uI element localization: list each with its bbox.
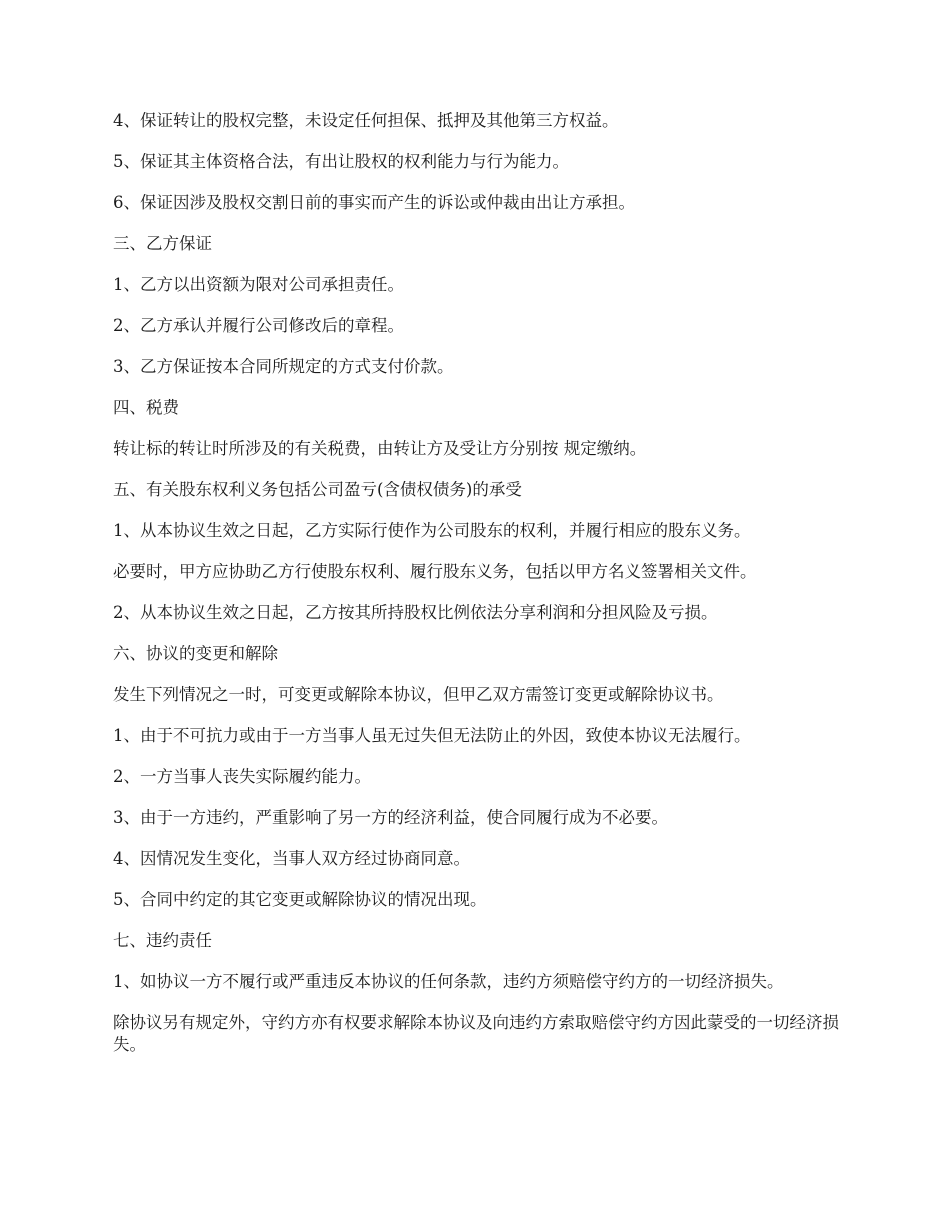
paragraph-liability-1: 1、如协议一方不履行或严重违反本协议的任何条款，违约方须赔偿守约方的一切经济损失。 [113, 972, 784, 991]
section-heading-liability: 七、违约责任 [113, 931, 212, 950]
paragraph-guarantee-4: 4、保证转让的股权完整，未设定任何担保、抵押及其他第三方权益。 [113, 111, 619, 130]
section-heading-change-termination: 六、协议的变更和解除 [113, 644, 278, 663]
paragraph-change-5: 5、合同中约定的其它变更或解除协议的情况出现。 [113, 890, 487, 909]
section-heading-shareholder-rights: 五、有关股东权利义务包括公司盈亏(含债权债务)的承受 [113, 480, 522, 499]
paragraph-guarantee-5: 5、保证其主体资格合法，有出让股权的权利能力与行为能力。 [113, 152, 569, 171]
paragraph-guarantee-6: 6、保证因涉及股权交割日前的事实而产生的诉讼或仲裁由出让方承担。 [113, 193, 635, 212]
paragraph-shareholder-1: 1、从本协议生效之日起，乙方实际行使作为公司股东的权利，并履行相应的股东义务。 [113, 521, 751, 540]
paragraph-change-2: 2、一方当事人丧失实际履约能力。 [113, 767, 371, 786]
document-body [113, 110, 843, 1075]
paragraph-taxes: 转让标的转让时所涉及的有关税费，由转让方及受让方分别按 规定缴纳。 [113, 439, 647, 458]
section-heading-party-b-guarantee: 三、乙方保证 [113, 234, 212, 253]
paragraph-shareholder-2: 2、从本协议生效之日起，乙方按其所持股权比例依法分享利润和分担风险及亏损。 [113, 603, 718, 622]
paragraph-party-b-2: 2、乙方承认并履行公司修改后的章程。 [113, 316, 404, 335]
section-heading-taxes: 四、税费 [113, 398, 179, 417]
paragraph-change-intro: 发生下列情况之一时，可变更或解除本协议，但甲乙双方需签订变更或解除协议书。 [113, 685, 724, 704]
paragraph-change-3: 3、由于一方违约，严重影响了另一方的经济利益，使合同履行成为不必要。 [113, 808, 668, 827]
paragraph-party-b-3: 3、乙方保证按本合同所规定的方式支付价款。 [113, 357, 454, 376]
paragraph-party-b-1: 1、乙方以出资额为限对公司承担责任。 [113, 275, 404, 294]
paragraph-change-1: 1、由于不可抗力或由于一方当事人虽无过失但无法防止的外因，致使本协议无法履行。 [113, 726, 751, 745]
paragraph-liability-2: 除协议另有规定外，守约方亦有权要求解除本协议及向违约方索取赔偿守约方因此蒙受的一切经济损失。 [113, 1013, 839, 1054]
paragraph-shareholder-assist: 必要时，甲方应协助乙方行使股东权利、履行股东义务，包括以甲方名义签署相关文件。 [113, 562, 757, 581]
paragraph-change-4: 4、因情况发生变化，当事人双方经过协商同意。 [113, 849, 470, 868]
